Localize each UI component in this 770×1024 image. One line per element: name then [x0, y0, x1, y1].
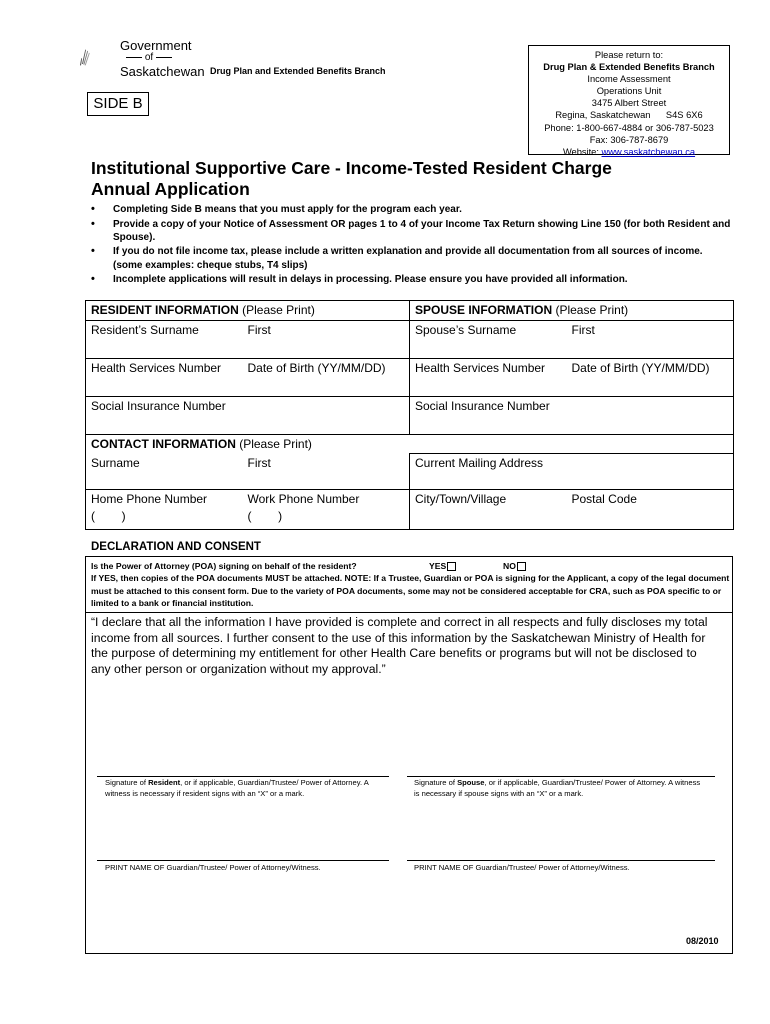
spouse-surname-label: Spouse’s Surname	[415, 323, 517, 337]
return-line: Please return to:	[594, 50, 664, 60]
return-line: Regina, Saskatchewan S4S 6X6	[555, 110, 703, 121]
spouse-dob-label: Date of Birth (YY/MM/DD)	[571, 361, 710, 375]
resident-sin-field[interactable]	[86, 397, 410, 435]
spouse-first-label: First	[571, 323, 595, 337]
work-phone-label: Work Phone Number	[247, 492, 360, 506]
contact-first-label: First	[247, 455, 271, 470]
city-postal-field[interactable]	[410, 490, 734, 530]
return-line: 3475 Albert Street	[591, 98, 667, 109]
home-phone-label: Home Phone Number	[91, 492, 208, 506]
information-form	[85, 300, 733, 530]
title-line2: Annual Application	[91, 179, 250, 199]
list-item: • Provide a copy of your Notice of Assessment OR pages 1 to 4 of your Income Tax Return showing Line 150 (for both Resident and Spouse).	[91, 218, 731, 245]
spouse-hsn-label: Health Services Number	[415, 361, 546, 375]
spouse-sin-field[interactable]	[410, 397, 734, 435]
resident-hsn-dob-field[interactable]	[86, 359, 410, 397]
resident-print-name-block[interactable]	[97, 860, 395, 873]
return-line: Income Assessment	[587, 74, 671, 85]
poa-note: If YES, then copies of the POA documents MUST be attached. NOTE: If a Trustee, Guardian or POA is signing for the Applicant, a copy of the legal document must be attached to this consent form. Due to the variety of POA documents, some may not be considered acceptable for CRA, such as POA specific to or limited to a bank or financial institution.	[91, 573, 730, 609]
spouse-hsn-dob-field[interactable]	[410, 359, 734, 397]
city-label: City/Town/Village	[415, 492, 507, 506]
side-label: SIDE B	[87, 92, 149, 116]
return-line: Operations Unit	[596, 86, 662, 97]
spouse-signature-block[interactable]	[407, 776, 715, 799]
website-line	[529, 146, 729, 158]
wheat-icon	[78, 30, 118, 84]
poa-question: Is the Power of Attorney (POA) signing on behalf of the resident?	[91, 561, 357, 571]
spouse-signature-label: Signature of Spouse, or if applicable, Guardian/Trustee/ Power of Attorney. A witness is necessary if spouse signs with an “X” or a mark.	[414, 778, 701, 798]
print-name-label: PRINT NAME OF Guardian/Trustee/ Power of Attorney/Witness.	[105, 863, 321, 872]
home-phone-parens: ( )	[91, 509, 126, 523]
print-name-label: PRINT NAME OF Guardian/Trustee/ Power of Attorney/Witness.	[414, 863, 630, 872]
list-item: • If you do not file income tax, please include a written explanation and provide all documentation from all sources of income. (some examples: cheque stubs, T4 slips)	[91, 245, 731, 272]
resident-signature-label: Signature of Resident, or if applicable, Guardian/Trustee/ Power of Attorney. A witness is necessary if resident signs with an “X” or a mark.	[105, 778, 369, 798]
poa-no[interactable]: NO	[503, 560, 526, 572]
list-item: • Completing Side B means that you must apply for the program each year.	[91, 203, 731, 216]
poa-section	[91, 560, 731, 610]
resident-surname-label: Resident’s Surname	[91, 323, 199, 337]
resident-hsn-label: Health Services Number	[91, 361, 222, 375]
resident-sin-label: Social Insurance Number	[91, 399, 226, 413]
resident-name-field[interactable]	[86, 321, 410, 359]
declaration-statement: “I declare that all the information I have provided is complete and correct in all respects and fully discloses my total income from all sources. I further consent to the use of this information by the Saskatchewan Ministry of Health for the purpose of determining my entitlement for other Health Care benefits or programs but will not be disclosed to any other person or organization without my approval.”	[91, 615, 708, 676]
poa-yes[interactable]: YES	[429, 560, 456, 572]
branch-name: Drug Plan and Extended Benefits Branch	[210, 66, 386, 76]
logo-saskatchewan: Saskatchewan	[120, 64, 205, 79]
logo-of: of	[118, 52, 180, 63]
form-date: 08/2010	[686, 936, 719, 946]
contact-surname-label: Surname	[91, 455, 140, 470]
resident-header: RESIDENT INFORMATION (Please Print)	[86, 301, 410, 321]
spouse-header: SPOUSE INFORMATION (Please Print)	[410, 301, 734, 321]
return-line: Phone: 1-800-667-4884 or 306-787-5023	[544, 122, 714, 133]
spouse-name-field[interactable]	[410, 321, 734, 359]
work-phone-parens: ( )	[247, 509, 283, 523]
return-address-box	[528, 45, 730, 155]
mailing-address-field[interactable]	[410, 454, 734, 490]
postal-code-label: Postal Code	[571, 492, 637, 506]
instruction-list	[91, 203, 731, 288]
resident-first-label: First	[247, 323, 271, 337]
return-line: Drug Plan & Extended Benefits Branch	[543, 62, 715, 73]
page-title	[91, 158, 731, 200]
return-line: Fax: 306-787-8679	[589, 134, 669, 145]
website-link[interactable]: www.saskatchewan.ca	[601, 146, 696, 157]
contact-name-field[interactable]	[86, 454, 410, 490]
list-item: • Incomplete applications will result in delays in processing. Please ensure you have provided all information.	[91, 273, 731, 286]
yes-checkbox[interactable]	[447, 562, 456, 571]
contact-header: CONTACT INFORMATION (Please Print)	[86, 435, 734, 454]
no-checkbox[interactable]	[517, 562, 526, 571]
declaration-title: DECLARATION AND CONSENT	[91, 541, 261, 553]
mailing-address-label: Current Mailing Address	[415, 456, 544, 470]
info-table	[85, 300, 734, 530]
title-line1: Institutional Supportive Care - Income-Tested Resident Charge	[91, 158, 612, 178]
resident-signature-block[interactable]	[97, 776, 395, 799]
website-label: Website:	[562, 146, 602, 157]
divider	[85, 612, 733, 613]
phone-field[interactable]	[86, 490, 410, 530]
resident-dob-label: Date of Birth (YY/MM/DD)	[247, 361, 386, 375]
spouse-sin-label: Social Insurance Number	[415, 399, 550, 413]
spouse-print-name-block[interactable]	[407, 860, 715, 873]
logo-government: Government	[120, 38, 192, 53]
